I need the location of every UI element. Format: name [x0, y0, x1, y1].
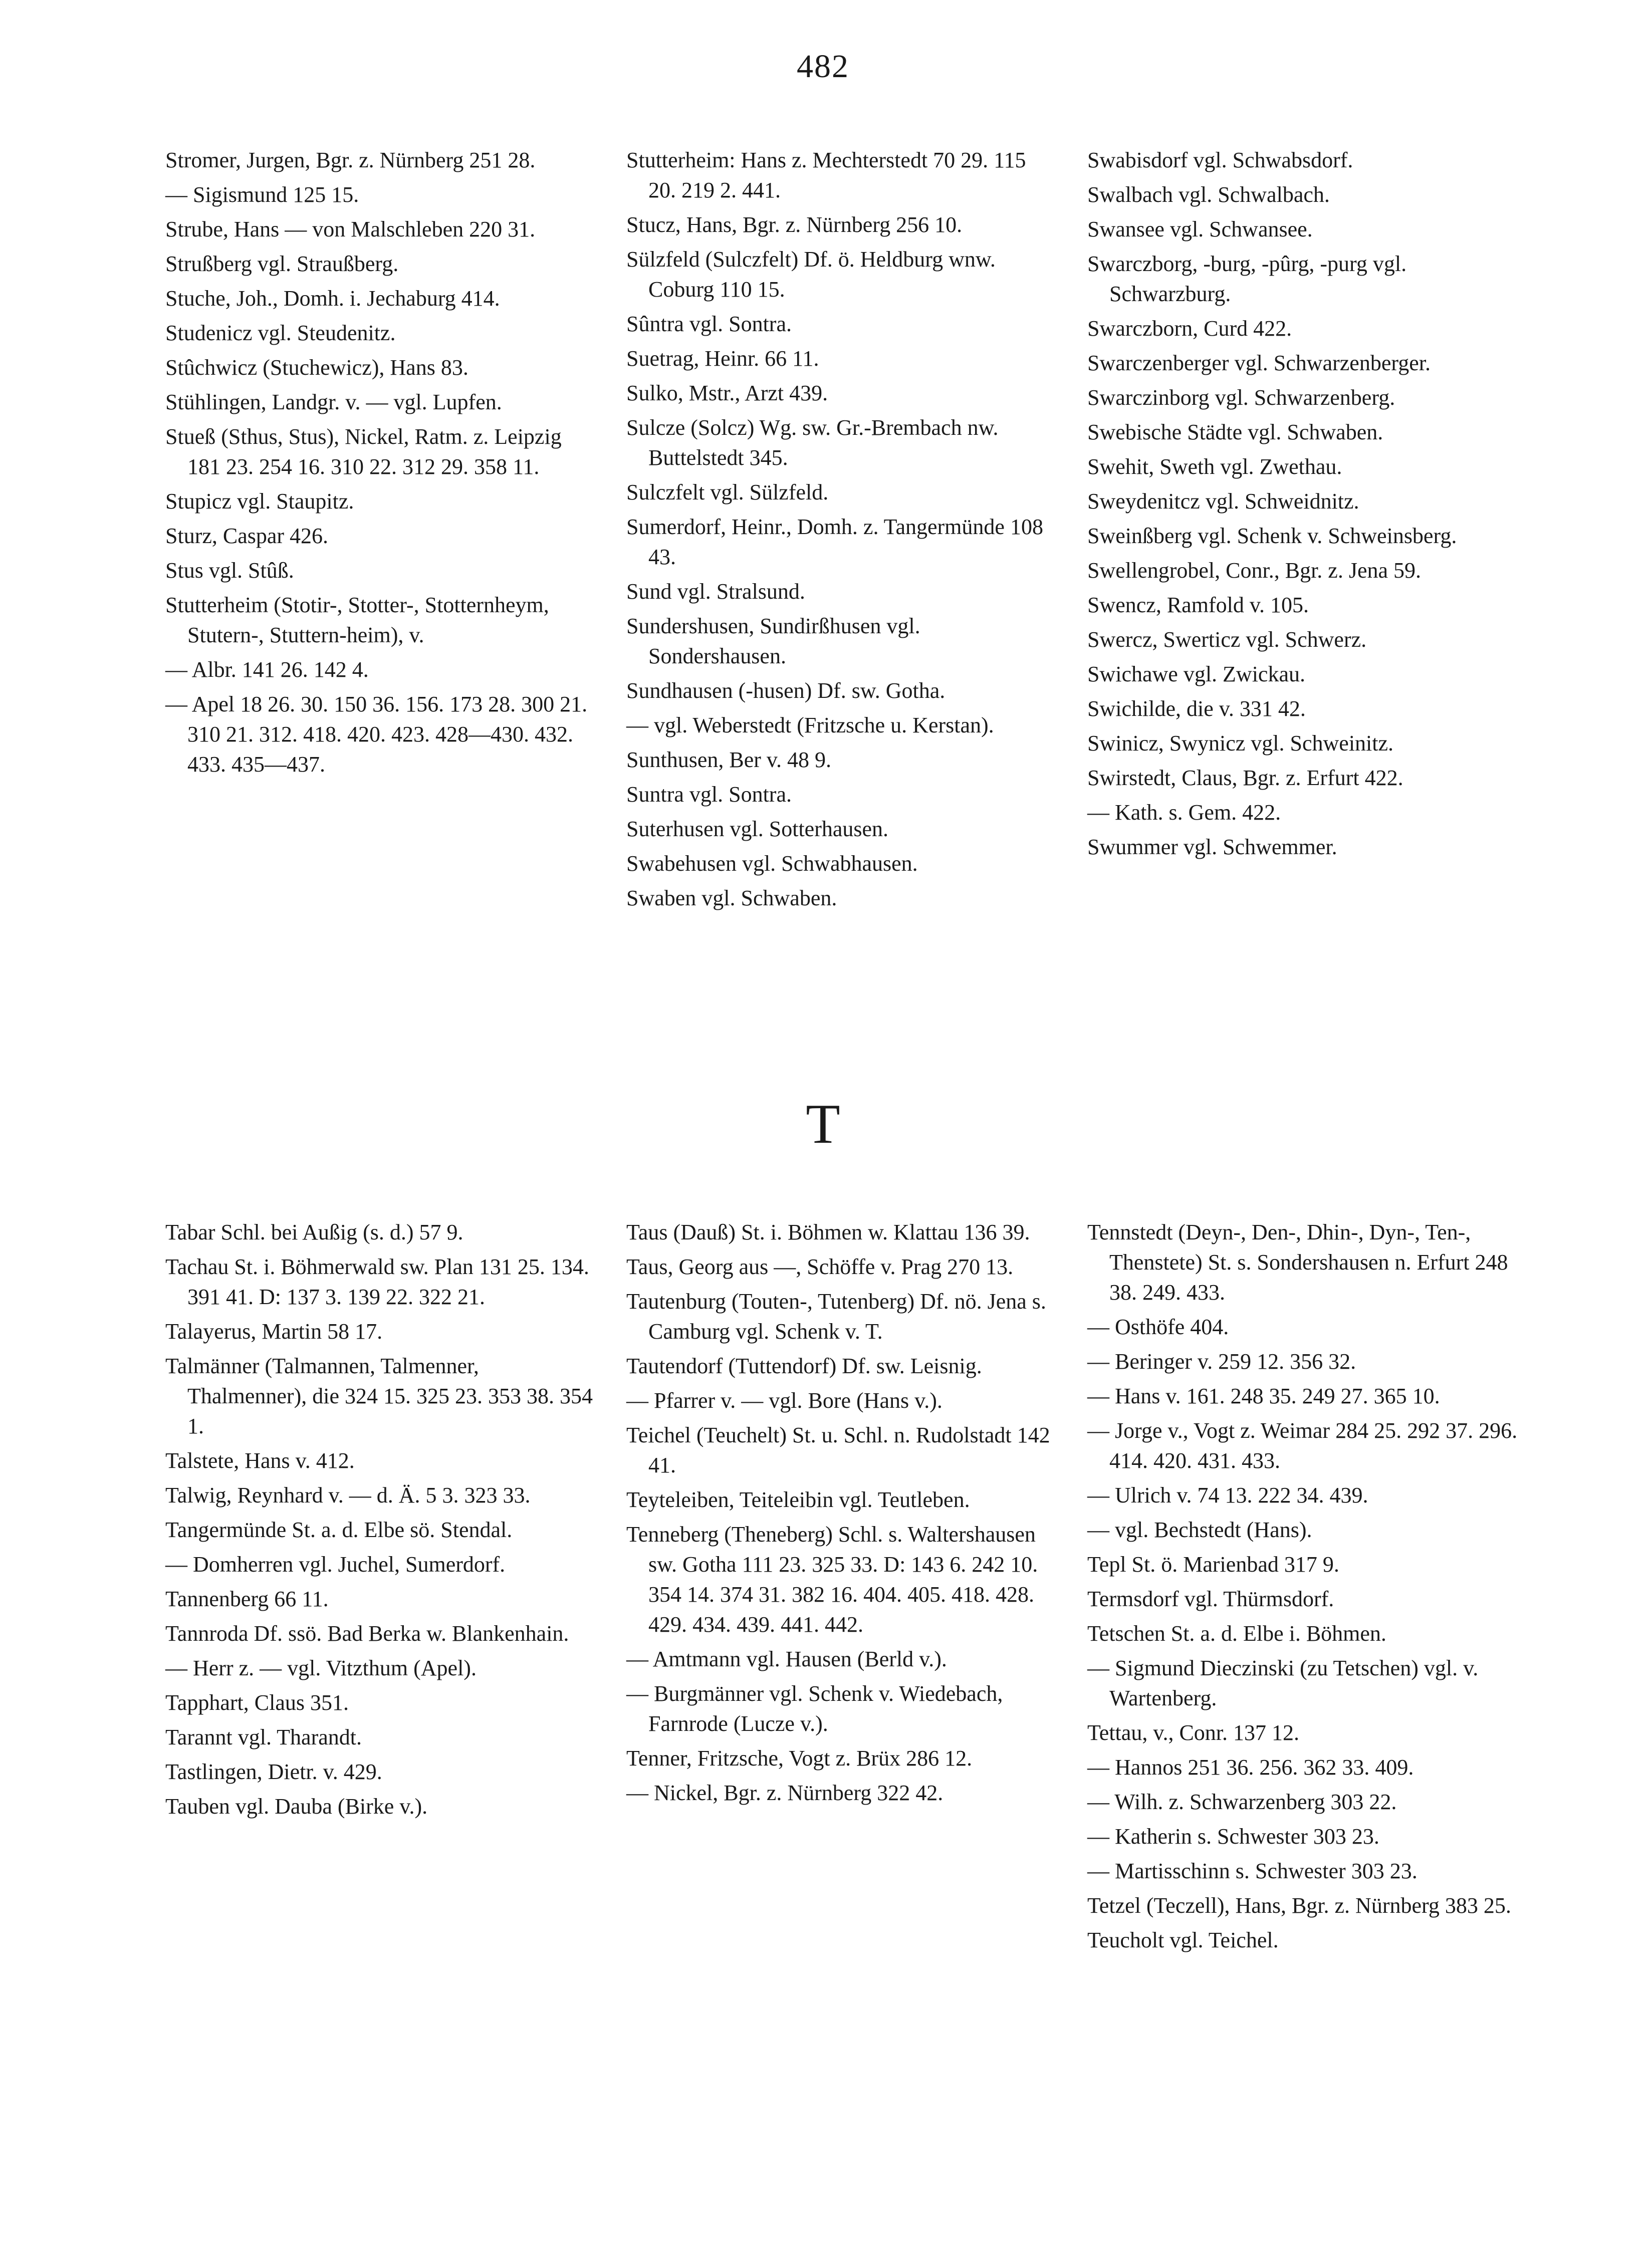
- index-entry: Tapphart, Claus 351.: [165, 1690, 349, 1715]
- index-entry: Swehit, Sweth vgl. Zwethau.: [1087, 454, 1342, 479]
- index-entry: — Nickel, Bgr. z. Nürnberg 322 42.: [626, 1781, 944, 1805]
- index-entry: Stutterheim: Hans z. Mechterstedt 70 29. 115 20. 219 2. 441.: [626, 148, 1026, 202]
- index-entry: Swinicz, Swynicz vgl. Schweinitz.: [1087, 731, 1394, 755]
- index-entry: Stus vgl. Stûß.: [165, 558, 294, 583]
- index-entry: Tepl St. ö. Marienbad 317 9.: [1087, 1552, 1339, 1577]
- index-entry: Tautendorf (Tuttendorf) Df. sw. Leisnig.: [626, 1354, 982, 1378]
- index-entry: Teucholt vgl. Teichel.: [1087, 1928, 1279, 1952]
- index-entry: Swarczinborg vgl. Schwarzenberg.: [1087, 385, 1395, 410]
- index-entry: Stueß (Sthus, Stus), Nickel, Ratm. z. Leipzig 181 23. 254 16. 310 22. 312 29. 358 11.: [165, 424, 562, 479]
- index-entry: — Hannos 251 36. 256. 362 33. 409.: [1087, 1755, 1414, 1780]
- index-entry: Sturz, Caspar 426.: [165, 524, 329, 548]
- page-number: 482: [797, 48, 849, 85]
- index-section-t: [165, 1217, 1518, 1960]
- index-entry: Swarczborn, Curd 422.: [1087, 316, 1292, 341]
- index-entry: Stromer, Jurgen, Bgr. z. Nürnberg 251 28.: [165, 148, 536, 172]
- index-column-1: [165, 145, 596, 918]
- index-entry: Taus, Georg aus —, Schöffe v. Prag 270 13.: [626, 1254, 1014, 1279]
- index-entry: — Beringer v. 259 12. 356 32.: [1087, 1349, 1356, 1374]
- index-entry: Tenner, Fritzsche, Vogt z. Brüx 286 12.: [626, 1746, 973, 1771]
- index-entry: Swaben vgl. Schwaben.: [626, 886, 837, 910]
- index-entry: Talwig, Reynhard v. — d. Ä. 5 3. 323 33.: [165, 1483, 531, 1507]
- index-entry: Swansee vgl. Schwansee.: [1087, 217, 1313, 241]
- index-entry: Sweinßberg vgl. Schenk v. Schweinsberg.: [1087, 524, 1457, 548]
- index-entry: Suterhusen vgl. Sotterhausen.: [626, 817, 889, 841]
- index-entry: Sweydenitcz vgl. Schweidnitz.: [1087, 489, 1359, 514]
- index-column-2: [626, 145, 1057, 918]
- index-entry: — vgl. Bechstedt (Hans).: [1087, 1518, 1312, 1542]
- index-entry: Swichilde, die v. 331 42.: [1087, 696, 1306, 721]
- index-entry: Suntra vgl. Sontra.: [626, 782, 792, 807]
- index-entry: — Hans v. 161. 248 35. 249 27. 365 10.: [1087, 1384, 1440, 1408]
- index-entry: Tannenberg 66 11.: [165, 1587, 329, 1611]
- index-entry: Suetrag, Heinr. 66 11.: [626, 346, 819, 371]
- index-entry: Strube, Hans — von Malschleben 220 31.: [165, 217, 536, 241]
- index-entry: Sulczfelt vgl. Sülzfeld.: [626, 480, 829, 505]
- index-entry: Stupicz vgl. Staupitz.: [165, 489, 354, 514]
- index-entry: Studenicz vgl. Steudenitz.: [165, 321, 396, 345]
- index-entry: — Martisschinn s. Schwester 303 23.: [1087, 1859, 1418, 1883]
- index-entry: — Apel 18 26. 30. 150 36. 156. 173 28. 300 21. 310 21. 312. 418. 420. 423. 428—430. 432. 433. 435—437.: [165, 692, 588, 777]
- index-entry: — Amtmann vgl. Hausen (Berld v.).: [626, 1647, 947, 1671]
- index-entry: Stuche, Joh., Domh. i. Jechaburg 414.: [165, 286, 500, 311]
- index-entry: Stutterheim (Stotir-, Stotter-, Stotternheym, Stutern-, Stuttern-heim), v.: [165, 593, 549, 647]
- index-entry: Swalbach vgl. Schwalbach.: [1087, 182, 1330, 207]
- index-entry: Taus (Dauß) St. i. Böhmen w. Klattau 136 39.: [626, 1220, 1030, 1244]
- index-entry: Sülzfeld (Sulczfelt) Df. ö. Heldburg wnw. Coburg 110 15.: [626, 247, 996, 302]
- index-entry: Tangermünde St. a. d. Elbe sö. Stendal.: [165, 1518, 513, 1542]
- index-entry: Tetschen St. a. d. Elbe i. Böhmen.: [1087, 1621, 1386, 1646]
- index-entry: — Burgmänner vgl. Schenk v. Wiedebach, Farnrode (Lucze v.).: [626, 1681, 1003, 1736]
- index-entry: — vgl. Weberstedt (Fritzsche u. Kerstan).: [626, 713, 994, 737]
- index-entry: Tannroda Df. ssö. Bad Berka w. Blankenhain.: [165, 1621, 569, 1646]
- index-entry: Talmänner (Talmannen, Talmenner, Thalmenner), die 324 15. 325 23. 353 38. 354 1.: [165, 1354, 593, 1438]
- index-entry: Tautenburg (Touten-, Tutenberg) Df. nö. Jena s. Camburg vgl. Schenk v. T.: [626, 1289, 1046, 1344]
- index-section-s: [165, 145, 1518, 918]
- index-entry: Tastlingen, Dietr. v. 429.: [165, 1759, 382, 1784]
- index-entry: Sulcze (Solcz) Wg. sw. Gr.-Brembach nw. Buttelstedt 345.: [626, 415, 999, 470]
- index-column-2: [626, 1217, 1057, 1960]
- index-entry: Tettau, v., Conr. 137 12.: [1087, 1720, 1300, 1745]
- index-entry: Stûchwicz (Stuchewicz), Hans 83.: [165, 355, 468, 380]
- index-entry: Sundershusen, Sundirßhusen vgl. Sondershausen.: [626, 614, 920, 668]
- index-entry: Sulko, Mstr., Arzt 439.: [626, 381, 828, 405]
- letter-heading: T: [806, 1093, 840, 1155]
- index-entry: Sumerdorf, Heinr., Domh. z. Tangermünde 108 43.: [626, 515, 1043, 569]
- index-entry: Talstete, Hans v. 412.: [165, 1448, 355, 1473]
- index-entry: — Domherren vgl. Juchel, Sumerdorf.: [165, 1552, 506, 1577]
- index-entry: Teyteleiben, Teiteleibin vgl. Teutleben.: [626, 1487, 970, 1512]
- index-entry: — Ulrich v. 74 13. 222 34. 439.: [1087, 1483, 1368, 1507]
- index-entry: Sund vgl. Stralsund.: [626, 579, 805, 604]
- index-entry: Swellengrobel, Conr., Bgr. z. Jena 59.: [1087, 558, 1422, 583]
- index-entry: Swercz, Swerticz vgl. Schwerz.: [1087, 627, 1367, 652]
- index-entry: Swummer vgl. Schwemmer.: [1087, 835, 1337, 859]
- index-entry: Termsdorf vgl. Thürmsdorf.: [1087, 1587, 1334, 1611]
- index-entry: — Pfarrer v. — vgl. Bore (Hans v.).: [626, 1388, 943, 1413]
- index-entry: Tachau St. i. Böhmerwald sw. Plan 131 25. 134. 391 41. D: 137 3. 139 22. 322 21.: [165, 1254, 589, 1309]
- index-entry: Tauben vgl. Dauba (Birke v.).: [165, 1794, 428, 1819]
- index-entry: Tetzel (Teczell), Hans, Bgr. z. Nürnberg 383 25.: [1087, 1893, 1511, 1918]
- index-column-1: [165, 1217, 596, 1960]
- index-entry: Swabisdorf vgl. Schwabsdorf.: [1087, 148, 1353, 172]
- index-entry: Swarczborg, -burg, -pûrg, -purg vgl. Schwarzburg.: [1087, 251, 1407, 306]
- index-entry: Tarannt vgl. Tharandt.: [165, 1725, 362, 1749]
- index-entry: Stucz, Hans, Bgr. z. Nürnberg 256 10.: [626, 212, 963, 237]
- index-entry: — Sigismund 125 15.: [165, 182, 359, 207]
- index-entry: Swirstedt, Claus, Bgr. z. Erfurt 422.: [1087, 766, 1403, 790]
- index-columns: [165, 1217, 1518, 1960]
- index-entry: Swichawe vgl. Zwickau.: [1087, 662, 1305, 686]
- index-entry: Swencz, Ramfold v. 105.: [1087, 593, 1309, 617]
- index-entry: Strußberg vgl. Straußberg.: [165, 251, 399, 276]
- index-entry: Stühlingen, Landgr. v. — vgl. Lupfen.: [165, 390, 502, 414]
- index-entry: — Osthöfe 404.: [1087, 1315, 1229, 1339]
- index-entry: Swabehusen vgl. Schwabhausen.: [626, 851, 918, 876]
- index-entry: — Herr z. — vgl. Vitzthum (Apel).: [165, 1656, 477, 1680]
- index-entry: Talayerus, Martin 58 17.: [165, 1319, 383, 1344]
- index-entry: — Albr. 141 26. 142 4.: [165, 657, 369, 682]
- index-entry: Tenneberg (Theneberg) Schl. s. Waltershausen sw. Gotha 111 23. 325 33. D: 143 6. 242 10. 354 14. 374 31. 382 16. 404. 405. 418. 428. 429. 434. 439. 441. 442.: [626, 1522, 1038, 1637]
- index-entry: — Kath. s. Gem. 422.: [1087, 800, 1281, 825]
- index-entry: Sunthusen, Ber v. 48 9.: [626, 747, 832, 772]
- index-entry: Sundhausen (-husen) Df. sw. Gotha.: [626, 678, 946, 703]
- index-entry: — Jorge v., Vogt z. Weimar 284 25. 292 37. 296. 414. 420. 431. 433.: [1087, 1418, 1518, 1473]
- index-entry: Teichel (Teuchelt) St. u. Schl. n. Rudolstadt 142 41.: [626, 1423, 1050, 1477]
- index-entry: Tennstedt (Deyn-, Den-, Dhin-, Dyn-, Ten-, Thenstete) St. s. Sondershausen n. Erfurt 248 38. 249. 433.: [1087, 1220, 1508, 1305]
- index-entry: Swebische Städte vgl. Schwaben.: [1087, 420, 1383, 444]
- index-entry: Tabar Schl. bei Außig (s. d.) 57 9.: [165, 1220, 463, 1244]
- index-entry: Sûntra vgl. Sontra.: [626, 312, 792, 336]
- index-columns: [165, 145, 1518, 918]
- index-entry: — Sigmund Dieczinski (zu Tetschen) vgl. v. Wartenberg.: [1087, 1656, 1479, 1710]
- index-column-3: [1087, 1217, 1518, 1960]
- index-entry: — Katherin s. Schwester 303 23.: [1087, 1824, 1379, 1849]
- index-column-3: [1087, 145, 1518, 918]
- index-entry: Swarczenberger vgl. Schwarzenberger.: [1087, 351, 1431, 375]
- index-entry: — Wilh. z. Schwarzenberg 303 22.: [1087, 1790, 1397, 1814]
